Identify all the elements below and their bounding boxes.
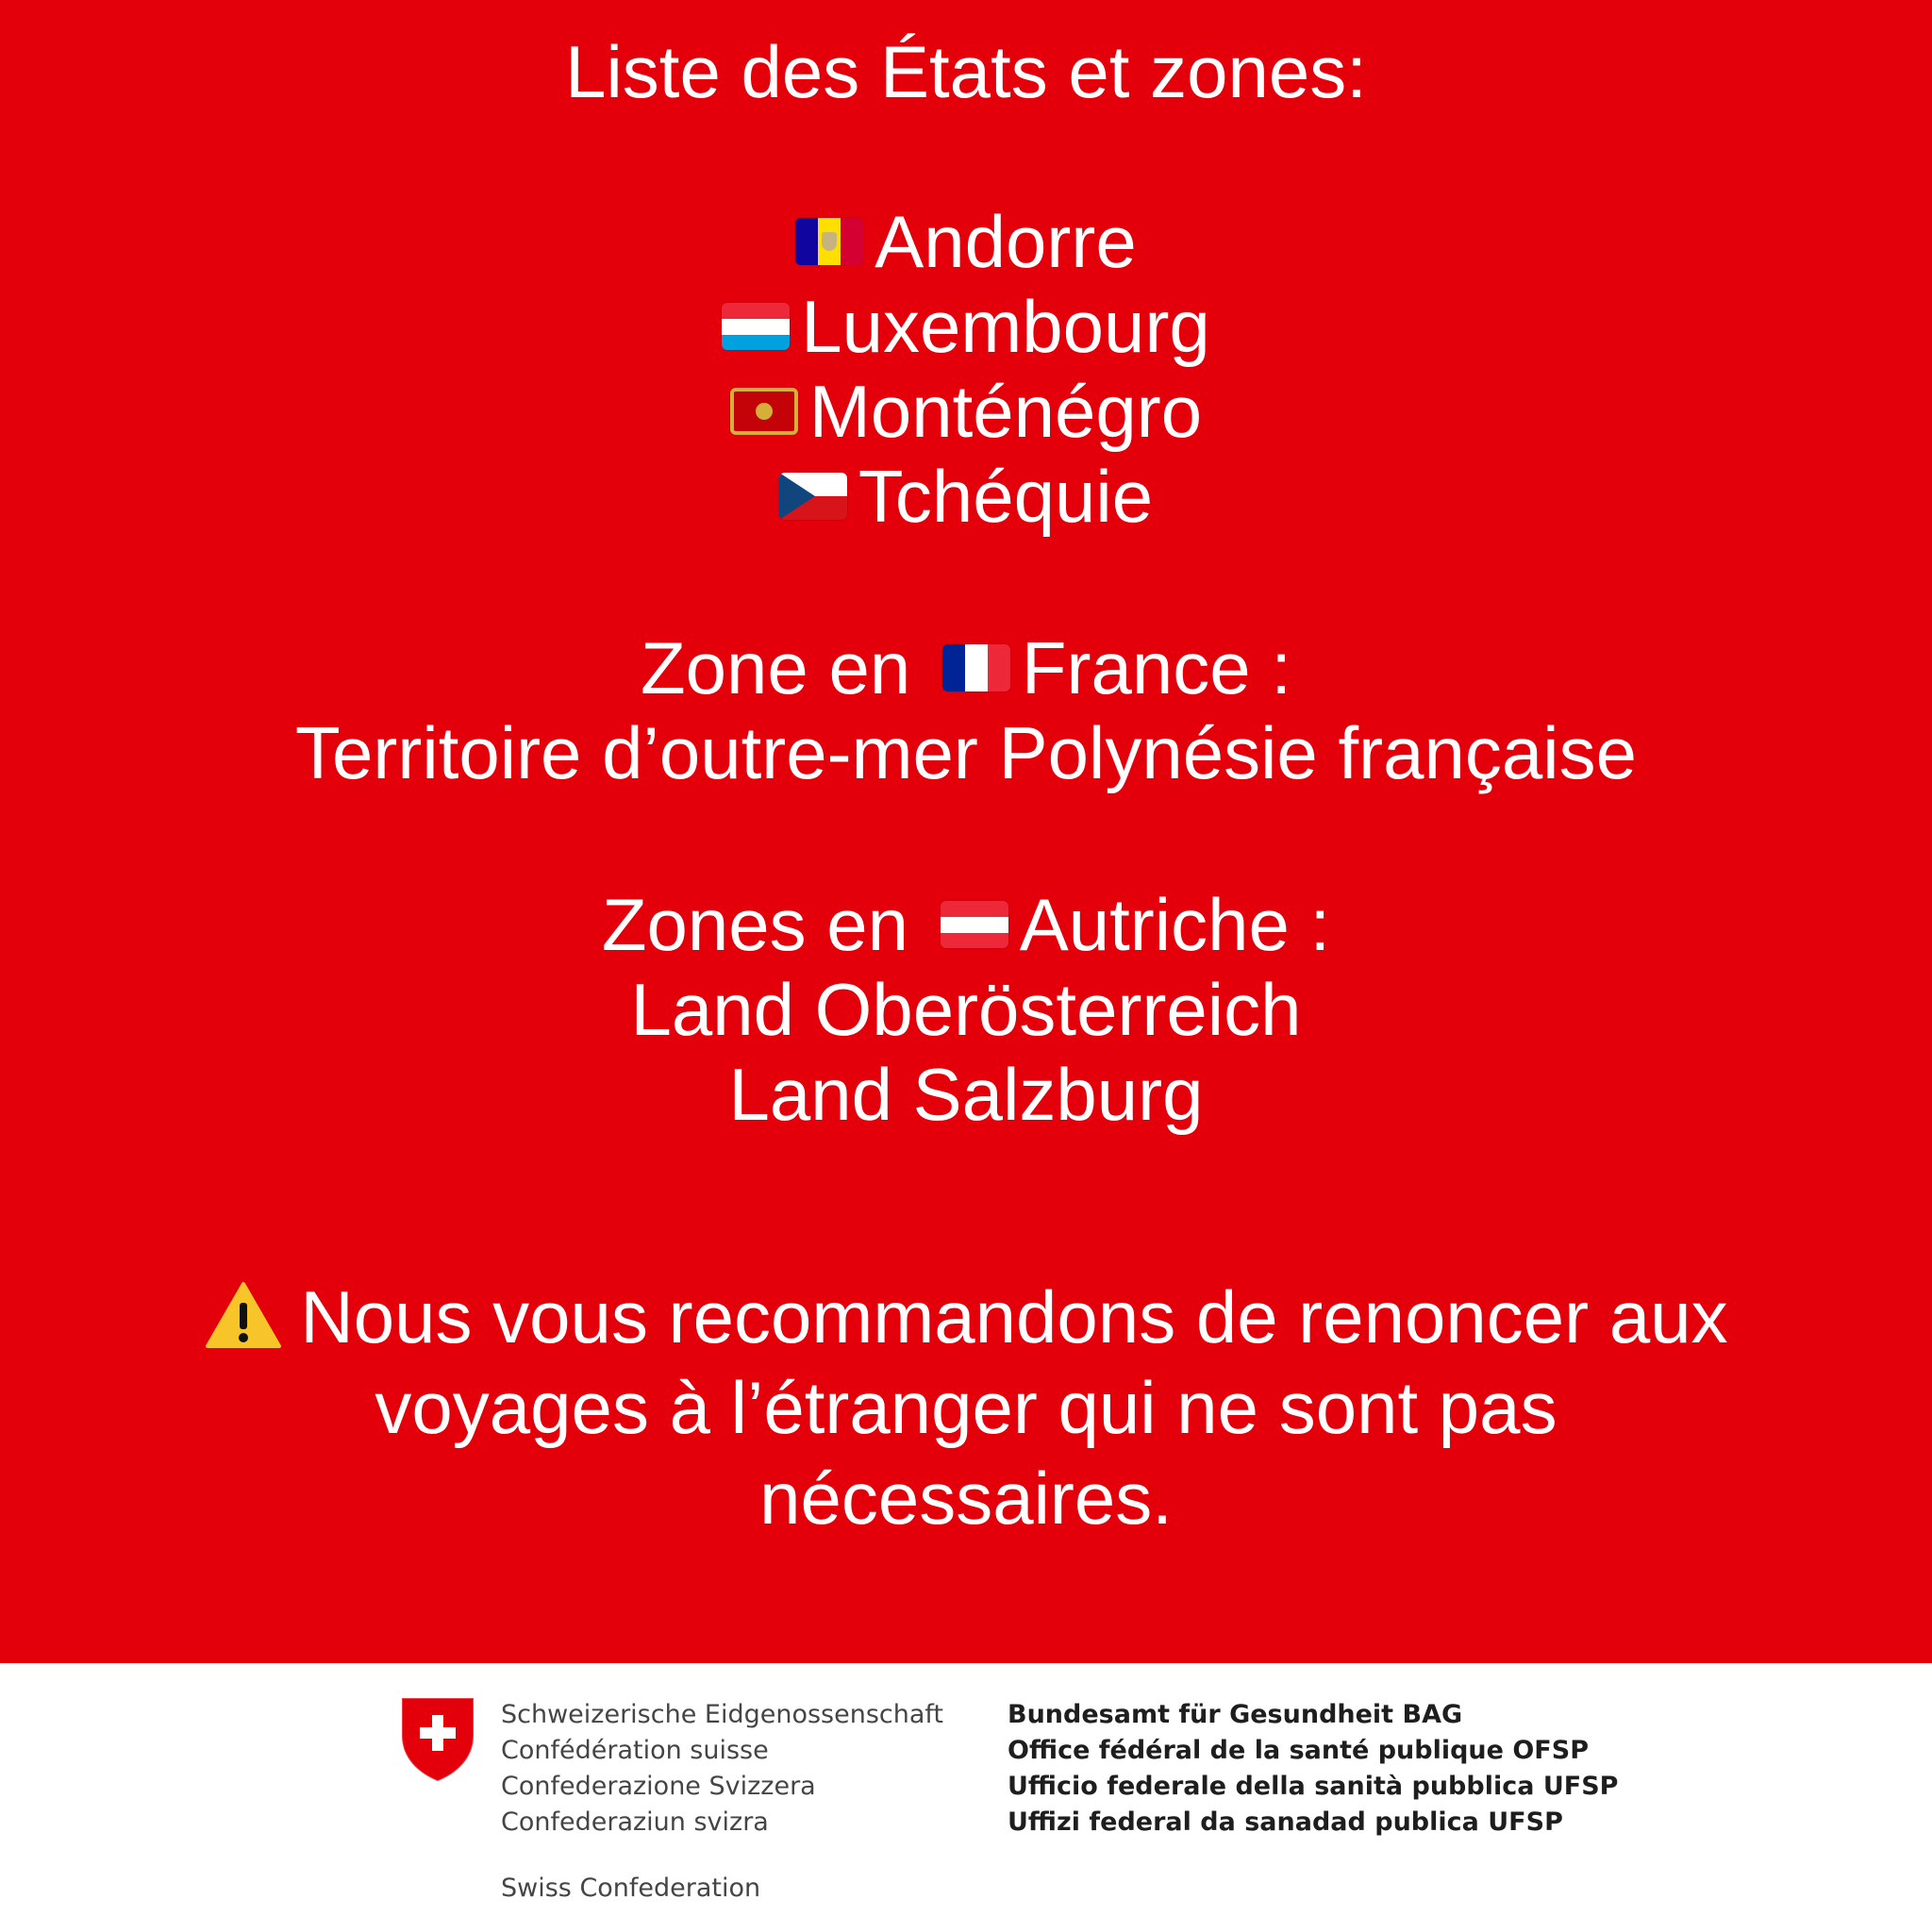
state-row-czechia: [0, 453, 1932, 540]
federal-footer: [0, 1663, 1932, 1932]
austria-flag-icon: [941, 901, 1008, 948]
warning-icon: [204, 1280, 283, 1350]
france-prefix: Zone en: [641, 626, 911, 709]
warning-text: Nous vous recommandons de renoncer aux: [300, 1275, 1728, 1358]
france-country: France :: [1021, 626, 1291, 709]
austria-zone-oberosterreich: Land Oberösterreich: [630, 968, 1302, 1051]
austria-zone-heading: [0, 881, 1932, 968]
warning-line-2: voyages à l’étranger qui ne sont pas: [375, 1366, 1557, 1449]
warning-line-1: [0, 1274, 1932, 1360]
office-name-it: Ufficio federale della sanità pubblica UFSP: [1008, 1772, 1619, 1801]
swiss-confederation-label: Swiss Confederation: [501, 1874, 761, 1903]
andorra-flag-icon: [795, 218, 863, 265]
france-zone-name: Territoire d’outre-mer Polynésie française: [295, 711, 1637, 794]
office-name-rm: Uffizi federal da sanadad publica UFSP: [1008, 1807, 1563, 1837]
confederation-names: [501, 1697, 943, 1840]
montenegro-flag-icon: [730, 388, 798, 435]
office-name-fr: Office fédéral de la santé publique OFSP: [1008, 1736, 1589, 1765]
luxembourg-flag-icon: [722, 303, 790, 350]
austria-prefix: Zones en: [601, 883, 909, 966]
list-heading: Liste des États et zones:: [565, 30, 1367, 113]
state-name: Andorre: [874, 200, 1137, 283]
france-zone-heading: [0, 625, 1932, 711]
confederation-name-de: Schweizerische Eidgenossenschaft: [501, 1700, 944, 1729]
france-flag-icon: [942, 644, 1010, 691]
austria-country: Autriche :: [1019, 883, 1331, 966]
state-row-andorra: [0, 198, 1932, 285]
austria-zone-salzburg: Land Salzburg: [728, 1053, 1204, 1136]
state-row-montenegro: [0, 368, 1932, 455]
swiss-cross-shield-icon: [400, 1696, 475, 1783]
czech-flag-icon: [779, 473, 847, 520]
confederation-name-fr: Confédération suisse: [501, 1736, 769, 1765]
office-name-de: Bundesamt für Gesundheit BAG: [1008, 1700, 1463, 1729]
state-name: Tchéquie: [858, 455, 1154, 538]
confederation-name-rm: Confederaziun svizra: [501, 1807, 769, 1837]
warning-line-3: nécessaires.: [759, 1457, 1173, 1540]
state-row-luxembourg: [0, 283, 1932, 370]
office-names: [1008, 1697, 1618, 1840]
confederation-name-it: Confederazione Svizzera: [501, 1772, 816, 1801]
state-name: Monténégro: [808, 370, 1203, 453]
state-name: Luxembourg: [801, 285, 1210, 368]
